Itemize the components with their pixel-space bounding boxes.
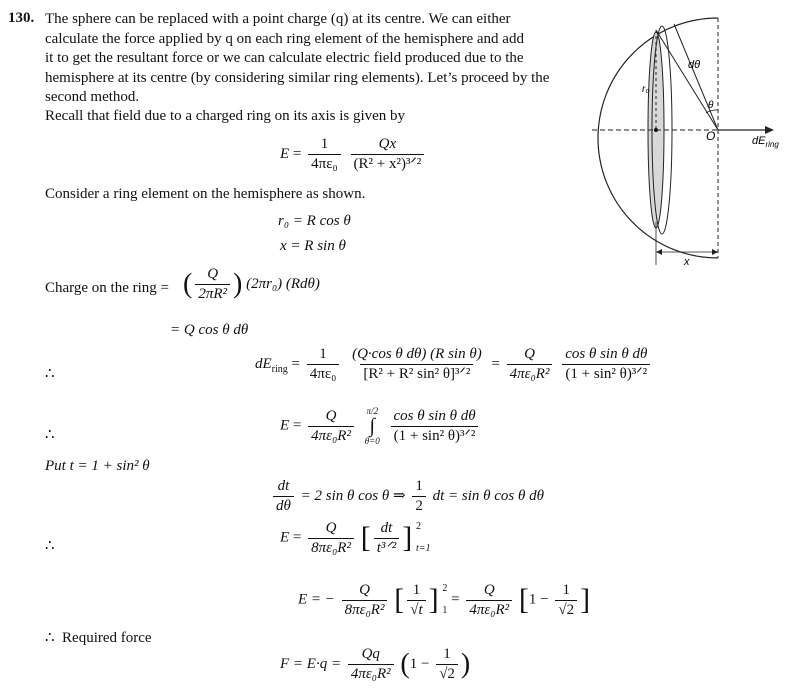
intro-line: it to get the resultant force or we can calculate electric field produced due to the <box>45 50 524 67</box>
intro-line: calculate the force applied by q on each ring element of the hemisphere and add <box>45 30 524 47</box>
E-t-equation: E = $\frac{Q}{\text{8πε₀R²}}$ [ $\frac{dt}{\text{t³ᐟ²}}$ ] 2 t=1 <box>280 519 431 556</box>
dtheta-label: dθ <box>688 59 701 71</box>
consider-text: Consider a ring element on the hemisphere as shown. <box>45 186 366 202</box>
dE-label: $dE_{ring}$ <box>752 135 779 149</box>
radius-line-2 <box>674 24 718 130</box>
charge-equation: ( $\frac{Q}{\text{2πR²}}$ ) (2πr₀) (Rdθ) <box>183 266 320 302</box>
radius-line <box>656 30 718 130</box>
x-label: x <box>684 256 690 268</box>
therefore-symbol: ∴ <box>45 427 55 443</box>
E-value-equation: E = − $\frac{Q}{\text{8πε₀R²}}$ [ $\frac{1}{√t}$ ] 2 1 = $\frac{Q}{\text{4πε₀R²}}$ [1 − $\frac{1}{√2}$ ] <box>298 581 591 618</box>
x-dim-arrow-left <box>656 249 662 255</box>
force-equation: F = E·q = $\frac{Qq}{\text{4πε₀R²}}$ (1 − $\frac{1}{√2}$ ) <box>280 646 471 682</box>
ring-field-equation: E = $\frac{1}{\text{4πε₀}}$ $\frac{Qx}{\text{(R² + x²)³ᐟ²}}$ <box>280 136 427 173</box>
dE-ring-equation: $dE_{ring}$ = $\frac{1}{\text{4πε₀}}$ $\frac{\text{(Q·cos θ dθ) (R sin θ)}}{\text{[R² + R² sin² θ]³ᐟ²}}$ = $\frac{Q}{\text{4πε₀R²}}$ $\frac{\text{cos θ sin θ dθ}}{\text{(1 + sin² θ)³ᐟ²}}$ <box>255 346 653 383</box>
r0-label: r₀ <box>642 84 650 95</box>
recall-text: Recall that field due to a charged ring on its axis is given by <box>45 108 406 124</box>
dt-equation: $\frac{dt}{d\theta}$ = 2 sin θ cos θ ⇒ $\frac{1}{2}$ dt = sin θ cos θ dθ <box>270 478 544 515</box>
intro-line: The sphere can be replaced with a point charge (q) at its centre. We can either <box>45 11 511 27</box>
theta-label: θ <box>708 100 714 111</box>
therefore-symbol: ∴ <box>45 538 55 554</box>
intro-paragraph <box>45 10 549 108</box>
charge-result: = Q cos θ dθ <box>170 322 249 338</box>
charge-label: Charge on the ring = <box>45 280 169 296</box>
x-equation: x = R sin θ <box>280 238 346 254</box>
problem-number: 130. <box>8 10 35 26</box>
intro-line: second method. <box>45 89 140 106</box>
intro-line: hemisphere at its centre (by considering similar ring elements). Let’s proceed by the <box>45 69 550 86</box>
therefore-symbol: ∴ <box>45 366 55 382</box>
r0-equation: r₀ = R cos θ <box>278 213 351 229</box>
dE-arrow-head <box>765 126 774 134</box>
hemisphere-figure <box>580 10 790 270</box>
x-dim-arrow-right <box>712 249 718 255</box>
E-integral-equation: E = $\frac{Q}{\text{4πε₀R²}}$ π/2 ∫ θ=0 $\frac{\text{cos θ sin θ dθ}}{\text{(1 + sin² θ)³ᐟ²}}$ <box>280 406 482 446</box>
required-force-label: ∴ Required force <box>45 630 152 646</box>
origin-label: O <box>706 129 716 143</box>
substitution-text: Put t = 1 + sin² θ <box>45 458 150 474</box>
